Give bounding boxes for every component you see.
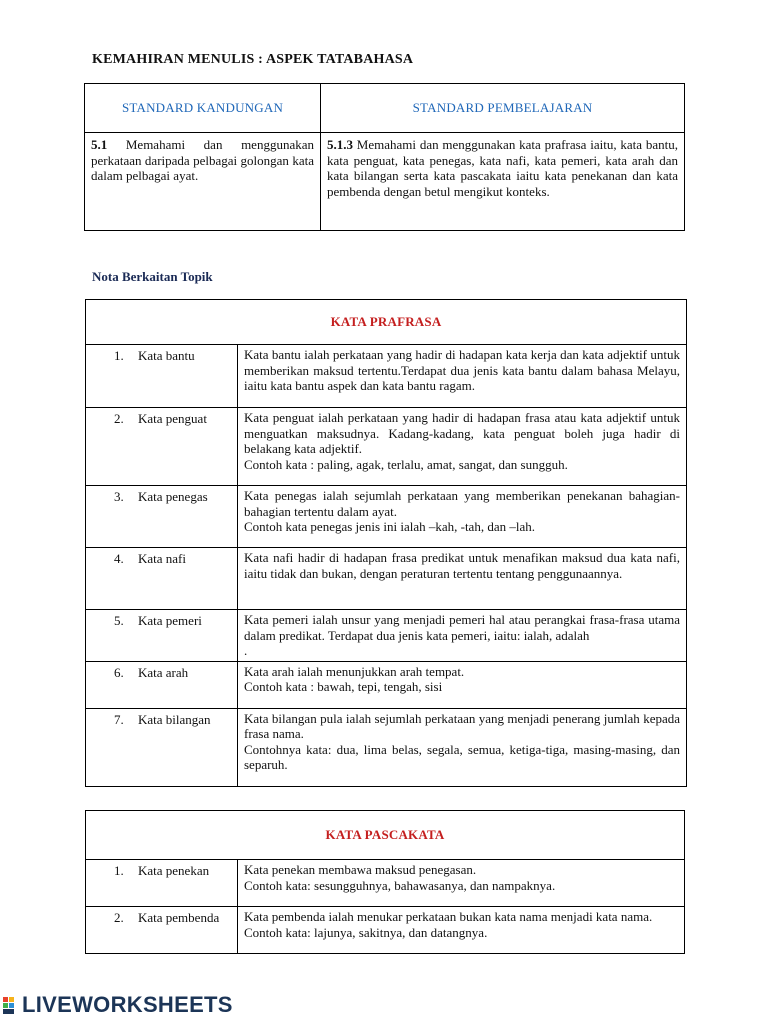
- table-row: [86, 408, 687, 486]
- document-title: KEMAHIRAN MENULIS : ASPEK TATABAHASA: [92, 52, 414, 67]
- term-number: 3.: [114, 489, 124, 504]
- term-label: Kata penguat: [138, 411, 207, 426]
- table-row: [86, 907, 685, 954]
- term-label: Kata pembenda: [138, 910, 220, 925]
- term-description: Kata pembenda ialah menukar perkataan bukan kata nama menjadi kata nama. Contoh kata: lajunya, sakitnya, dan datangnya.: [238, 907, 685, 954]
- table-row: [86, 486, 687, 548]
- table-row: [86, 708, 687, 786]
- term-label-cell: [86, 860, 238, 907]
- term-description: Kata pemeri ialah unsur yang menjadi pemeri hal atau perangkai frasa-frasa utama dalam predikat. Terdapat dua jenis kata pemeri, iaitu: ialah, adalah .: [238, 610, 687, 662]
- kata-pascakata-table: [85, 810, 685, 954]
- term-label: Kata nafi: [138, 551, 187, 566]
- kandungan-text: Memahami dan menggunakan perkataan daripada pelbagai golongan kata dalam pelbagai ayat.: [91, 137, 314, 183]
- term-number: 5.: [114, 613, 124, 628]
- term-description: Kata bantu ialah perkataan yang hadir di hadapan kata kerja dan kata adjektif untuk memberikan maksud tertentu.Terdapat dua jenis kata bantu dalam bahasa Melayu, iaitu kata bantu aspek dan kata bantu ragam.: [238, 345, 687, 408]
- table-row: [86, 860, 685, 907]
- table-row: [86, 610, 687, 662]
- term-label-cell: [86, 661, 238, 708]
- kata-prafrasa-title: KATA PRAFRASA: [86, 300, 687, 345]
- notes-heading: Nota Berkaitan Topik: [92, 269, 213, 284]
- term-number: 7.: [114, 711, 124, 727]
- liveworksheets-logo-icon: [2, 995, 20, 1015]
- standard-pembelajaran-cell: [321, 133, 685, 231]
- logo-text: LIVEWORKSHEETS: [22, 992, 233, 1018]
- liveworksheets-logo[interactable]: [2, 992, 233, 1018]
- term-label-cell: [86, 610, 238, 662]
- term-number: 4.: [114, 551, 124, 566]
- term-description: Kata penegas ialah sejumlah perkataan yang memberikan penekanan bahagian-bahagian tertentu dalam ayat. Contoh kata penegas jenis ini ialah –kah, -tah, dan –lah.: [238, 486, 687, 548]
- pembelajaran-code: 5.1.3: [327, 137, 353, 152]
- term-label-cell: [86, 345, 238, 408]
- table-row: [86, 661, 687, 708]
- term-label: Kata penekan: [138, 863, 210, 878]
- term-number: 2.: [114, 910, 124, 925]
- kata-prafrasa-body: [86, 300, 687, 787]
- term-description: Kata nafi hadir di hadapan frasa predikat untuk menafikan maksud dua kata nafi, iaitu tidak dan bukan, dengan peraturan tertentu tentang penggunaannya.: [238, 548, 687, 610]
- term-number: 2.: [114, 411, 124, 426]
- standard-kandungan-header: STANDARD KANDUNGAN: [85, 84, 321, 133]
- term-label: Kata bantu: [138, 348, 195, 363]
- term-label: Kata pemeri: [138, 613, 202, 628]
- term-label: Kata arah: [138, 664, 189, 680]
- term-label-cell: [86, 408, 238, 486]
- term-label: Kata penegas: [138, 489, 208, 504]
- standards-table: [84, 83, 685, 231]
- term-label-cell: [86, 907, 238, 954]
- term-description: Kata bilangan pula ialah sejumlah perkataan yang menjadi penerang jumlah kepada frasa nama. Contohnya kata: dua, lima belas, segala, semua, ketiga-tiga, masing-masing, dan separuh.: [238, 708, 687, 786]
- term-label-cell: [86, 708, 238, 786]
- term-description: Kata arah ialah menunjukkan arah tempat. Contoh kata : bawah, tepi, tengah, sisi: [238, 661, 687, 708]
- table-row: [86, 345, 687, 408]
- term-label: Kata bilangan: [138, 711, 211, 727]
- kata-prafrasa-table: [85, 299, 687, 787]
- term-number: 1.: [114, 863, 124, 878]
- standard-pembelajaran-header: STANDARD PEMBELAJARAN: [321, 84, 685, 133]
- term-label-cell: [86, 548, 238, 610]
- table-row: [86, 548, 687, 610]
- term-description: Kata penguat ialah perkataan yang hadir di hadapan frasa atau kata adjektif untuk menguatkan maksudnya. Kadang-kadang, kata penguat boleh juga hadir di belakang kata adjektif. Contoh kata : paling, agak, terlalu, amat, sangat, dan sungguh.: [238, 408, 687, 486]
- standard-kandungan-cell: [85, 133, 321, 231]
- term-number: 1.: [114, 348, 124, 363]
- pembelajaran-text: Memahami dan menggunakan kata prafrasa iaitu, kata bantu, kata penguat, kata penegas, kata nafi, kata pemeri, kata arah dan kata bilangan serta kata pascakata iaitu kata penekanan dan kata pembenda dengan betul mengikut konteks.: [327, 137, 678, 199]
- term-number: 6.: [114, 664, 124, 680]
- kata-pascakata-title: KATA PASCAKATA: [86, 811, 685, 860]
- term-description: Kata penekan membawa maksud penegasan. Contoh kata: sesungguhnya, bahawasanya, dan nampaknya.: [238, 860, 685, 907]
- kandungan-code: 5.1: [91, 137, 108, 152]
- kata-pascakata-body: [86, 811, 685, 954]
- term-label-cell: [86, 486, 238, 548]
